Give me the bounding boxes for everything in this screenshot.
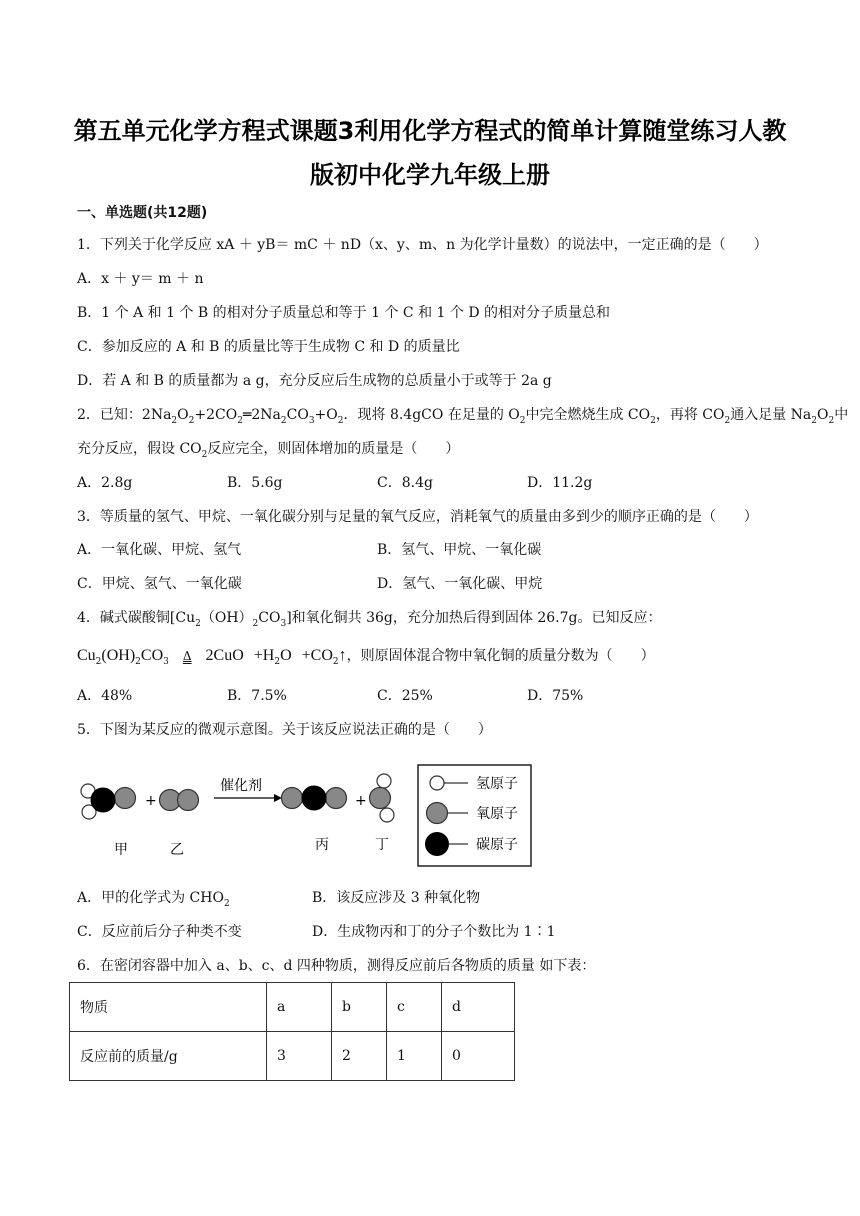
label-bing: 丙 <box>315 837 329 853</box>
q3-option-a: A．一氧化碳、甲烷、氢气 <box>77 542 242 558</box>
q2-option-b: B．5.6g <box>227 475 283 491</box>
legend-hydrogen: 氢原子 <box>476 776 518 792</box>
atom-legend <box>418 765 531 866</box>
table-cell: 1 <box>387 1032 442 1081</box>
table-cell: b <box>332 983 387 1032</box>
q2-option-a: A．2.8g <box>77 475 133 491</box>
table-cell: a <box>267 983 332 1032</box>
q4-stem: 4．碱式碳酸铜$[Cu_2(OH)_2CO_3]$和氧化铜共 36g，充分加热后得到固体 26.7g。已知反应： <box>77 610 662 629</box>
document-title-line-2: 版初中化学九年级上册 <box>310 161 550 189</box>
q1-stem: 1．下列关于化学反应 xA ＋ yB＝ mC ＋ nD（x、y、m、n 为化学计量数）的说法中，一定正确的是（ ） <box>77 237 768 253</box>
legend-carbon: 碳原子 <box>476 837 518 853</box>
label-yi: 乙 <box>170 842 184 858</box>
molecule-bing <box>282 786 347 810</box>
q4-option-c: C．25% <box>377 688 433 704</box>
molecule-jia <box>81 784 136 819</box>
q3-option-b: B．氢气、甲烷、一氧化碳 <box>377 542 542 558</box>
q5-stem: 5．下图为某反应的微观示意图。关于该反应说法正确的是（ ） <box>77 722 492 738</box>
q2-option-d: D．11.2g <box>527 475 593 491</box>
q1-option-d: D．若 A 和 B 的质量都为 a g，充分反应后生成物的总质量小于或等于 2a g <box>77 373 552 389</box>
q5-option-d: D．生成物丙和丁的分子个数比为 1∶1 <box>312 924 556 940</box>
table-cell: d <box>442 983 515 1032</box>
table-cell: 2 <box>332 1032 387 1081</box>
table-cell: c <box>387 983 442 1032</box>
q4-option-d: D．75% <box>527 688 584 704</box>
section-heading: 一、单选题(共12题) <box>77 205 208 221</box>
heat-symbol: Δ <box>182 649 192 663</box>
molecule-ding <box>370 774 395 822</box>
reaction-diagram <box>70 760 550 870</box>
plus-sign-1: + <box>145 793 157 809</box>
q2-option-c: C．8.4g <box>377 475 433 491</box>
q3-option-c: C．甲烷、氢气、一氧化碳 <box>77 576 242 592</box>
table-row <box>70 1032 515 1081</box>
label-ding: 丁 <box>375 837 389 853</box>
table-row <box>70 983 515 1032</box>
document-title-line-1: 第五单元化学方程式课题3利用化学方程式的简单计算随堂练习人教 <box>73 117 787 145</box>
molecule-yi <box>160 790 199 811</box>
q4-option-a: A．48% <box>77 688 133 704</box>
label-jia: 甲 <box>114 842 128 858</box>
q5-option-b: B．该反应涉及 3 种氧化物 <box>312 890 481 906</box>
q2-stem-line-1: 2．已知：$2Na_2O_2+2CO_2═2Na_2CO_3+O_2$．现将 8.4gCO 在足量的 $O_2$中完全燃烧生成 $CO_2$，再将 $CO_2$通入足量 $Na_2O_2$中 <box>77 407 849 426</box>
q3-stem: 3．等质量的氢气、甲烷、一氧化碳分别与足量的氧气反应，消耗氧气的质量由多到少的顺序正确的是（ ） <box>77 509 758 525</box>
q3-option-d: D．氢气、一氧化碳、甲烷 <box>377 576 543 592</box>
table-cell: 3 <box>267 1032 332 1081</box>
mass-table <box>69 982 515 1081</box>
q1-option-a: A．x ＋ y＝ m ＋ n <box>77 271 204 287</box>
q1-option-b: B．1 个 A 和 1 个 B 的相对分子质量总和等于 1 个 C 和 1 个 D 的相对分子质量总和 <box>77 305 611 321</box>
table-cell: 0 <box>442 1032 515 1081</box>
plus-sign-2: + <box>355 793 367 809</box>
q5-option-c: C．反应前后分子种类不变 <box>77 924 242 940</box>
q4-option-b: B．7.5% <box>227 688 287 704</box>
q5-option-a: A．甲的化学式为 $CHO_2$ <box>77 890 230 909</box>
q4-equation: $Cu_2(OH)_2CO_3$ Δ $2CuO +H_2O$ $+CO_2↑$，则原固体混合物中氧化铜的质量分数为（ ） <box>77 647 655 667</box>
catalyst-label: 催化剂 <box>220 778 262 794</box>
table-cell: 反应前的质量/g <box>70 1032 267 1081</box>
legend-oxygen: 氧原子 <box>476 806 518 822</box>
reaction-arrowhead <box>274 794 282 802</box>
table-cell: 物质 <box>70 983 267 1032</box>
q1-option-c: C．参加反应的 A 和 B 的质量比等于生成物 C 和 D 的质量比 <box>77 339 460 355</box>
q2-stem-line-2: 充分反应，假设 $CO_2$反应完全，则固体增加的质量是（ ） <box>77 441 460 460</box>
q6-stem: 6．在密闭容器中加入 a、b、c、d 四种物质，测得反应前后各物质的质量 如下表： <box>77 958 596 974</box>
